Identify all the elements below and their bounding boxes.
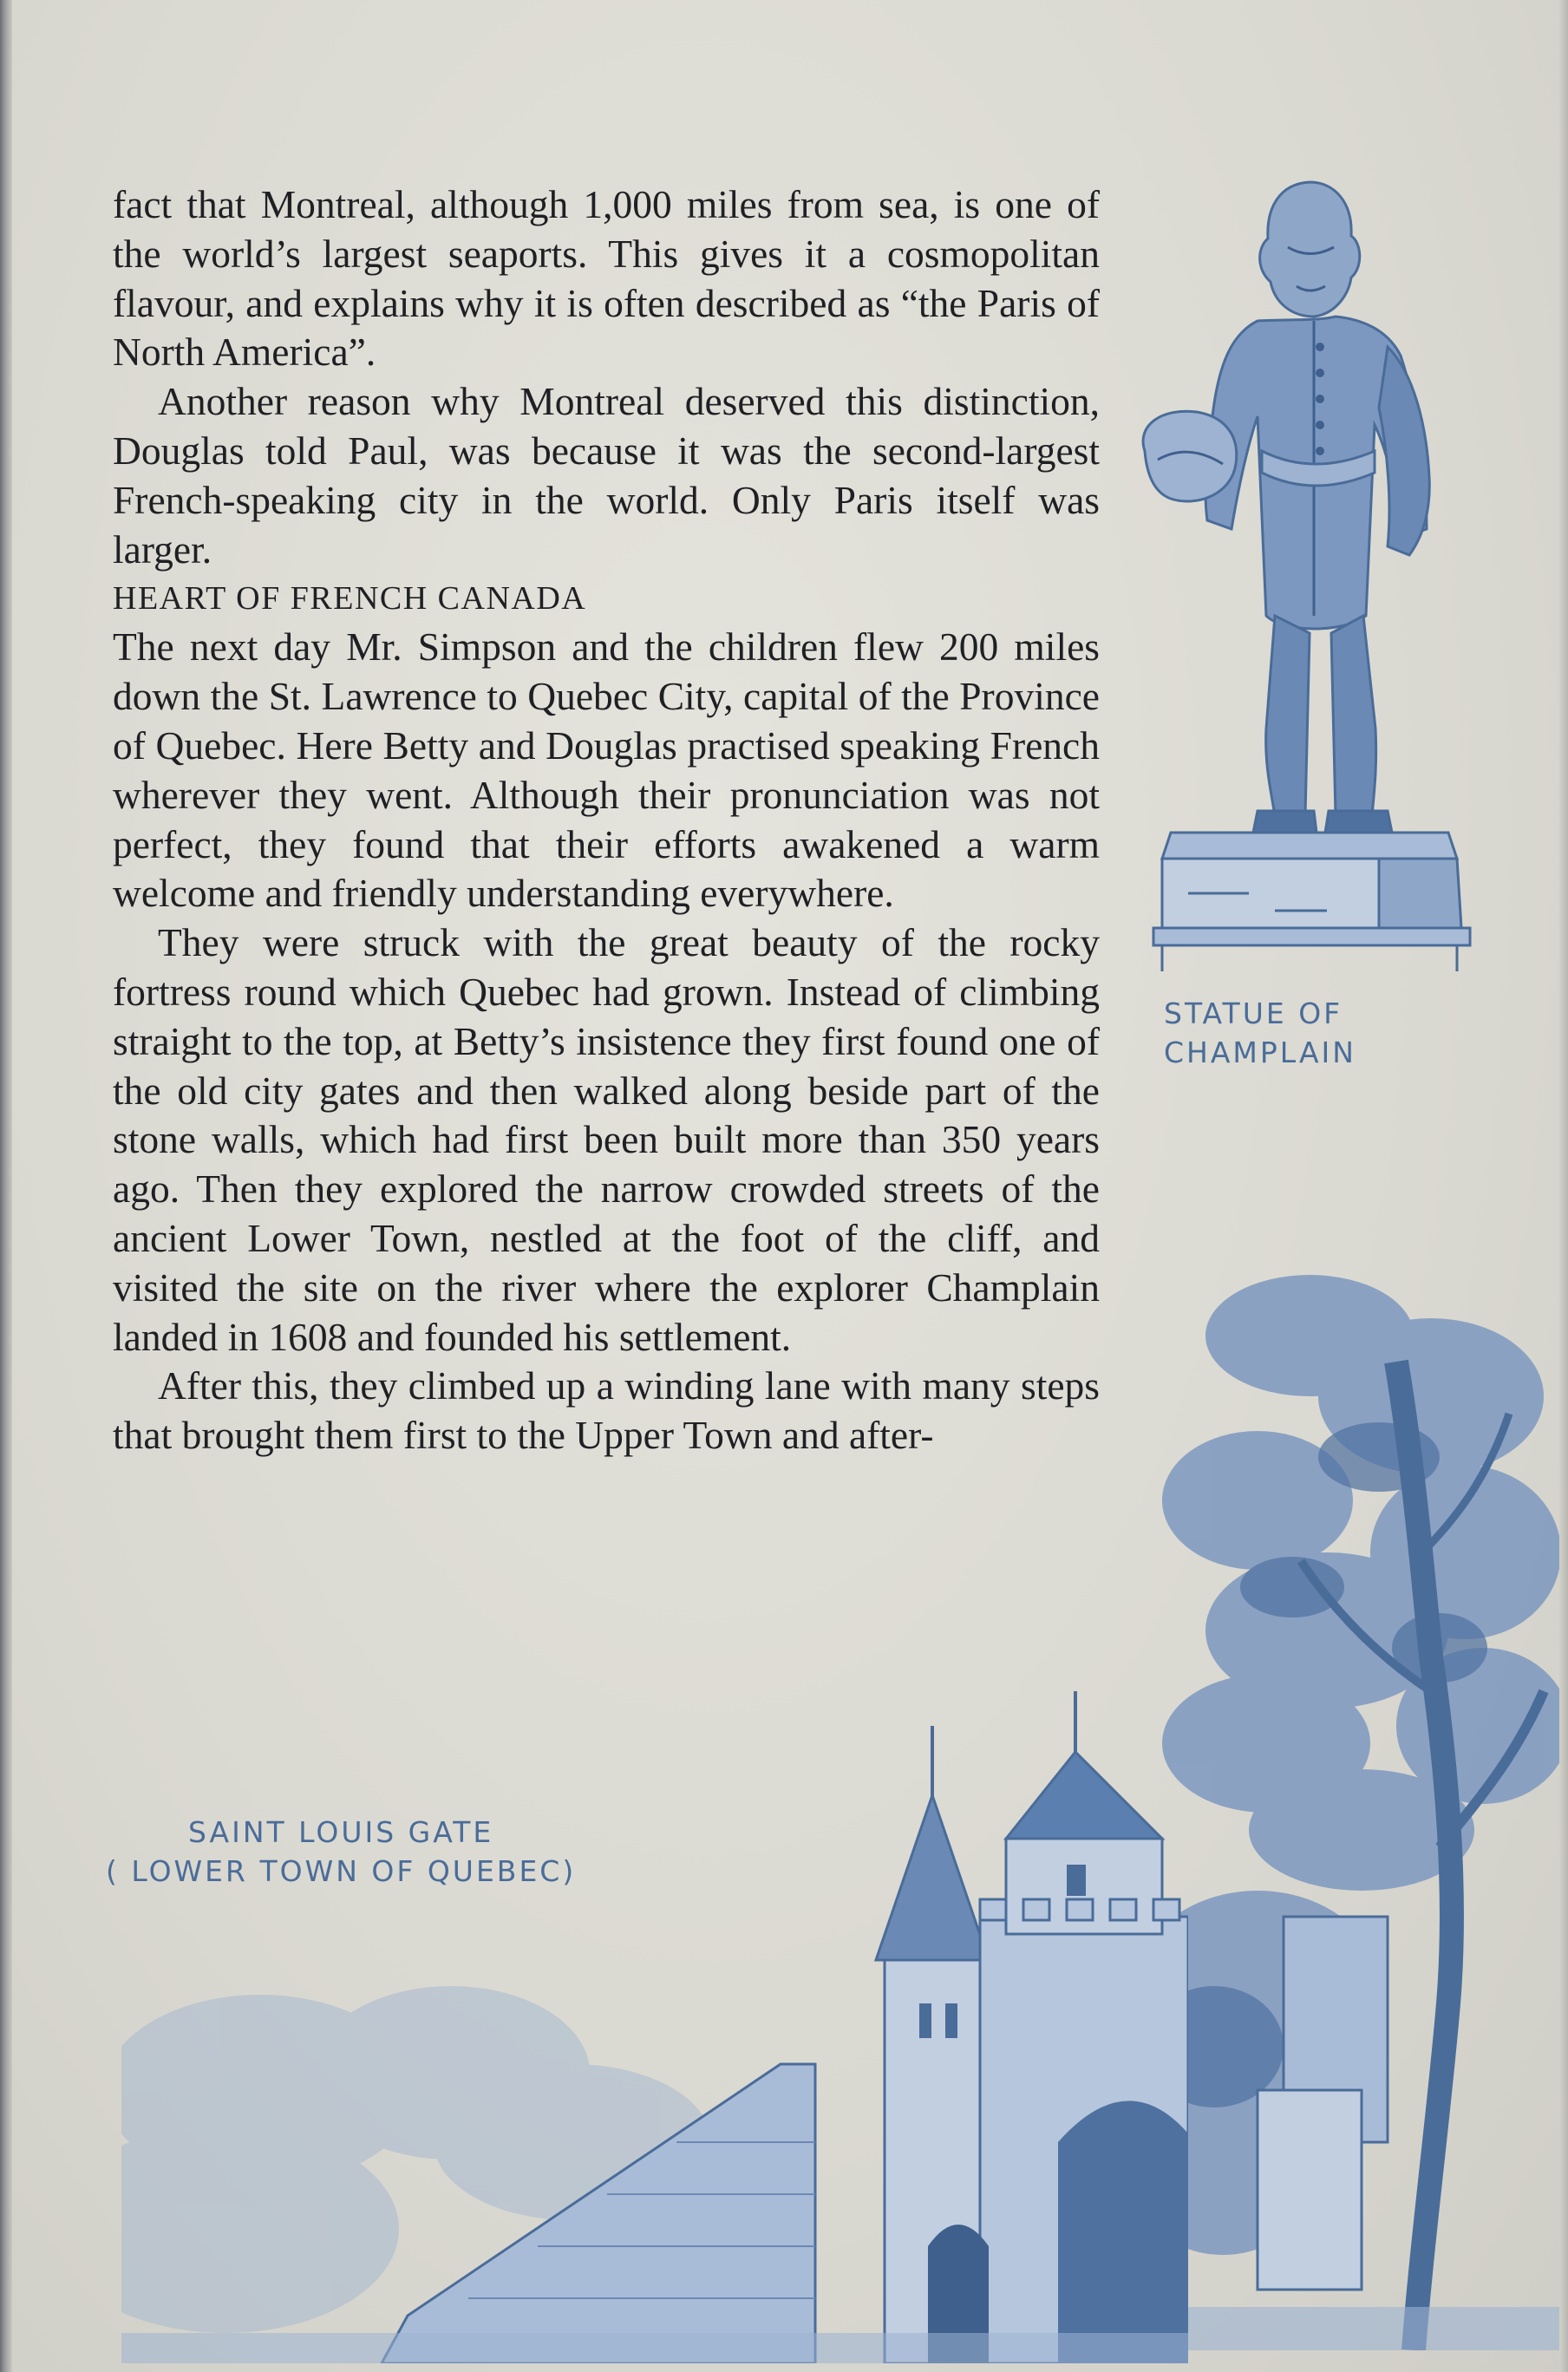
book-binding-edge (0, 0, 12, 2372)
statue-caption-line-2: CHAMPLAIN (1164, 1036, 1356, 1069)
paragraph-montreal-french: Another reason why Montreal deserved this distinction, Douglas told Paul, was because it was the second-largest French-speaking city in the world. Only Paris itself was larger. (113, 379, 1100, 572)
gate-caption-line-1: SAINT LOUIS GATE (187, 1815, 494, 1849)
saint-louis-gate-illustration (121, 1691, 1188, 2363)
section-heading: HEART OF FRENCH CANADA (113, 580, 587, 618)
gate-caption (106, 1813, 576, 1891)
paragraph-rocky-fortress: They were struck with the great beauty of the rocky fortress round which Quebec had grown. Instead of climbing straight to the top, at Betty’s insistence they first found one of the old city gates and then walked along beside part of the stone walls, which had first been built more than 350 years ago. Then they explored the narrow crowded streets of the ancient Lower Town, nestled at the foot of the cliff, and visited the site on the river where the explorer Champlain landed in 1608 and founded his settlement. (113, 920, 1100, 1359)
statue-caption-line-1: STATUE OF (1164, 997, 1343, 1030)
paragraph-montreal-seaport: fact that Montreal, although 1,000 miles from sea, is one of the world’s largest seaports. This gives it a cosmopolitan flavour, and explains why it is often described as “the Paris of North America”. (113, 182, 1100, 375)
tree-illustration (1153, 1240, 1559, 2350)
gate-caption-line-2: ( LOWER TOWN OF QUEBEC) (106, 1854, 577, 1888)
paragraph-winding-lane: After this, they climbed up a winding lane with many steps that brought them first to the Upper Town and after- (113, 1363, 1100, 1458)
page-right-edge (1559, 0, 1568, 2372)
statue-caption (1164, 994, 1356, 1072)
body-text-column (113, 180, 1100, 1460)
paragraph-flight-to-quebec: The next day Mr. Simpson and the children flew 200 miles down the St. Lawrence to Quebec City, capital of the Province of Quebec. Here Betty and Douglas practised speaking French wherever they went. Although their pronunciation was not perfect, they found that their efforts awakened a warm welcome and friendly understanding everywhere. (113, 624, 1100, 916)
champlain-statue-illustration (1127, 165, 1492, 980)
